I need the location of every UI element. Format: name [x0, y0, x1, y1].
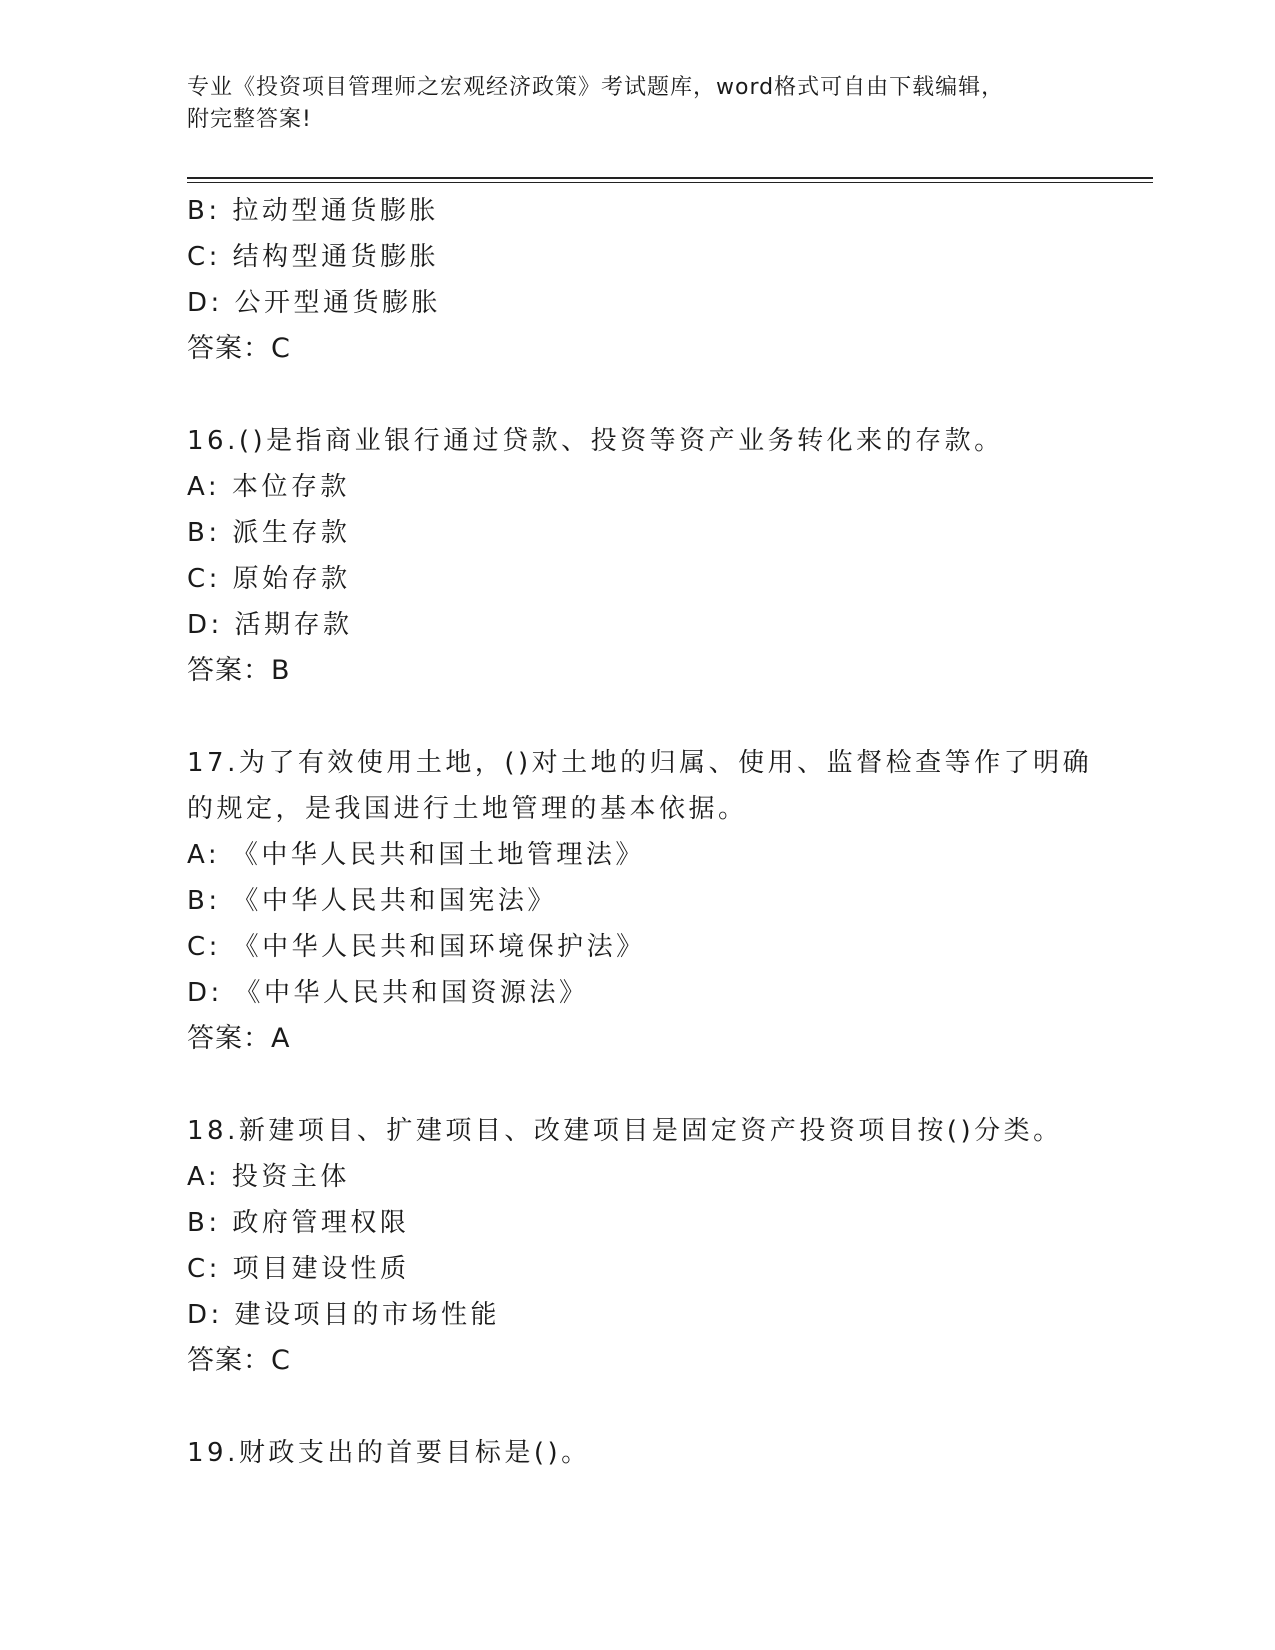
question-18: [187, 1108, 1087, 1384]
option-c: C: 《中华人民共和国环境保护法》: [187, 932, 646, 962]
question-text-cont: 的规定，是我国进行土地管理的基本依据。: [187, 794, 748, 824]
header-line-1: 专业《投资项目管理师之宏观经济政策》考试题库，word格式可自由下载编辑，: [187, 75, 1005, 100]
answer: 答案：A: [187, 1023, 291, 1054]
question-text: 16.()是指商业银行通过贷款、投资等资产业务转化来的存款。: [187, 426, 1004, 456]
question-16: [187, 418, 1087, 694]
question-19: [187, 1430, 1087, 1476]
header-line-2: 附完整答案!: [187, 107, 312, 132]
question-list: [187, 188, 1093, 1476]
option-d: D: 公开型通货膨胀: [187, 288, 442, 318]
answer: 答案：B: [187, 655, 291, 686]
document-header: [187, 72, 1067, 136]
option-a: A: 《中华人民共和国土地管理法》: [187, 840, 645, 870]
option-a: A: 本位存款: [187, 472, 350, 502]
question-17: [187, 740, 1093, 1062]
answer: 答案：C: [187, 1345, 291, 1376]
header-rule-thick: [187, 177, 1153, 179]
option-b: B: 派生存款: [187, 518, 351, 548]
question-text: 18.新建项目、扩建项目、改建项目是固定资产投资项目按()分类。: [187, 1116, 1063, 1146]
option-d: D: 活期存款: [187, 610, 353, 640]
option-b: B: 政府管理权限: [187, 1208, 410, 1238]
question-text: 19.财政支出的首要目标是()。: [187, 1438, 591, 1468]
option-d: D: 《中华人民共和国资源法》: [187, 978, 589, 1008]
option-a: A: 投资主体: [187, 1162, 350, 1192]
option-d: D: 建设项目的市场性能: [187, 1300, 501, 1330]
answer: 答案：C: [187, 333, 291, 364]
option-b: B: 《中华人民共和国宪法》: [187, 886, 557, 916]
option-c: C: 项目建设性质: [187, 1254, 410, 1284]
question-text: 17.为了有效使用土地，()对土地的归属、使用、监督检查等作了明确: [187, 748, 1093, 778]
header-rule-thin: [187, 182, 1153, 183]
question-15-continued: [187, 188, 1087, 372]
option-c: C: 原始存款: [187, 564, 351, 594]
option-b: B: 拉动型通货膨胀: [187, 196, 439, 226]
option-c: C: 结构型通货膨胀: [187, 242, 440, 272]
